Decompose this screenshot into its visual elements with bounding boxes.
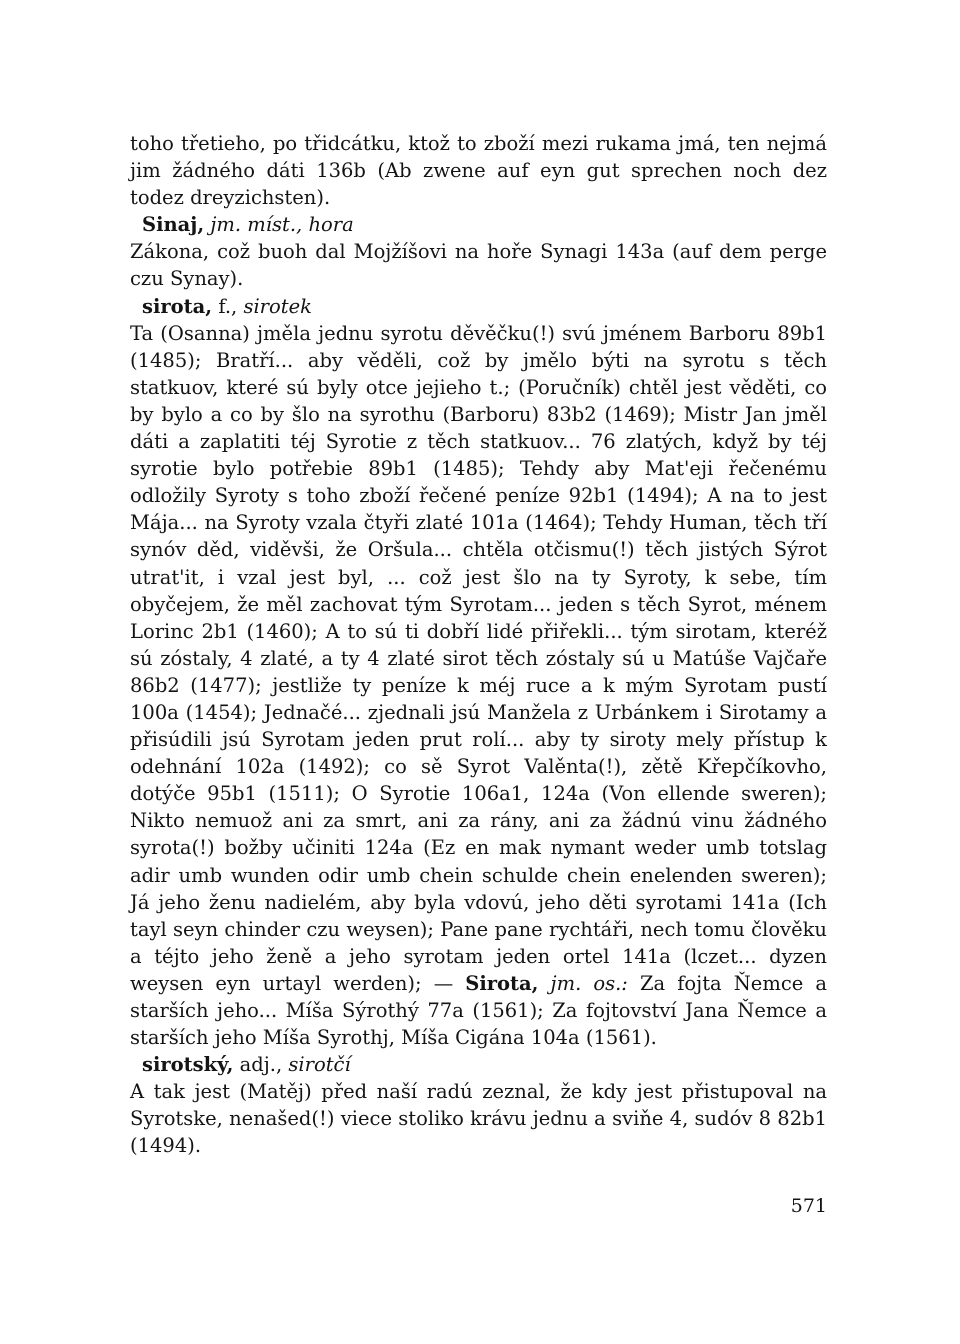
entry-sinaj-heading <box>130 211 827 238</box>
entry-text: Zákona, což buoh dal Mojžíšovi na hoře Synagi 143a (auf dem perge czu Synay). <box>130 240 827 291</box>
gloss: sirotek <box>243 294 312 318</box>
entry-sirotsky-body <box>130 1078 827 1159</box>
grammar-note: f., <box>218 294 238 318</box>
dictionary-page <box>130 130 827 1160</box>
gloss: hora <box>308 213 354 237</box>
subentry-text: Za fojta Ňemce a starších jeho... Míša Sýrothý 77a (1561); Za fojtovství Jana Ňemce a starších jeho Míša Syrothj, Míša Cigána 104a (1561). <box>130 971 827 1050</box>
subentry-dash: — <box>433 971 454 995</box>
grammar-note: adj., <box>239 1053 283 1077</box>
grammar-note: jm. míst., <box>210 213 303 237</box>
subentry-headword: Sirota, <box>465 971 539 995</box>
entry-text: A tak jest (Matěj) před naší radú zeznal, že kdy jest přistupoval na Syrotske, nenašed(!) viece stoliko krávu jednu a sviňe 4, sudóv 8 82b1 (1494). <box>130 1080 827 1158</box>
page-number: 571 <box>790 1195 827 1217</box>
entry-sinaj-body <box>130 238 827 292</box>
headword: Sinaj, <box>142 213 205 237</box>
subentry-grammar-note: jm. os.: <box>550 971 628 995</box>
gloss: sirotčí <box>288 1053 351 1077</box>
continuation-text: toho třetieho, po třidcátku, ktož to zboží mezi rukama jmá, ten nejmá jim žádného dáti 136b (Ab zwene auf eyn gut sprechen noch dez todez dreyzichsten). <box>130 132 827 210</box>
entry-text: Ta (Osanna) jměla jednu syrotu děvěčku(!) svú jménem Barboru 89b1 (1485); Bratří... aby věděli, což by jmělo býti na syrotu s těch statkuov, které sú byly otce jejieho t.; (Poručník) chtěl jest věděti, co by bylo a co by šlo na syrothu (Barboru) 83b2 (1469); Mistr Jan jměl dáti a zaplatiti téj Syrotie z těch statkuov... 76 zlatých, když by téj syrotie bylo potřebie 89b1 (1485); Tehdy aby Mat'eji řečenému odložily Syroty s toho zboží řečené peníze 92b1 (1494); A na to jest Mája... na Syroty vzala čtyři zlaté 101a (1464); Tehdy Human, těch tří synóv děd, viděvši, že Oršula... chtěla otčismu(!) těch jistých Sýrot utrat'it, i vzal jest byl, ... což jest šlo na ty Syroty, k sebe, tím obyčejem, že měl zachovat tým Syrotam... jeden s těch Syrot, ménem Lorinc 2b1 (1460); A to sú ti dobří lidé přiřekli... tým sirotam, kteréž sú zóstaly, 4 zlaté, a ty 4 zlaté sirot těch zóstaly sú u Matúše Vajčaře 86b2 (1477); jestliže ty peníze k méj ruce a k mým Syrotam pustí 100a (1454); Jednačé... zjednali jsú Manžela z Urbánkem i Sirotamy a přisúdili jsú Syrotam jeden prut rolí... aby ty siroty mely přístup k odehnání 102a (1492); co sě Syrot Valěnta(!), zětě Křepčíkovho, dotýče 95b1 (1511); O Syrotie 106a1, 124a (Von ellende sweren); Nikto nemuož ani za smrt, ani za rány, ani za žádnú vinu žádného syrota(!) božby učiniti 124a (Ez en mak nymant weder umb totslag adir umb wunden odir umb chein schulde chein enelenden sweren); Já jeho ženu nadielém, aby byla vdovú, jeho děti syrotami 141a (Ich tayl seyn chinder czu weysen); Pane pane rychtáři, nech tomu člověku a téjto jeho ženě a jeho syrotam jeden ortel 141a (lczet... dyzen weysen eyn urtayl werden); <box>130 321 827 995</box>
entry-sirotsky-heading <box>130 1051 827 1078</box>
headword: sirotský, <box>142 1053 234 1077</box>
continuation-paragraph <box>130 130 827 211</box>
entry-sirota-body <box>130 320 827 1052</box>
entry-sirota-heading <box>130 293 827 320</box>
headword: sirota, <box>142 294 213 318</box>
